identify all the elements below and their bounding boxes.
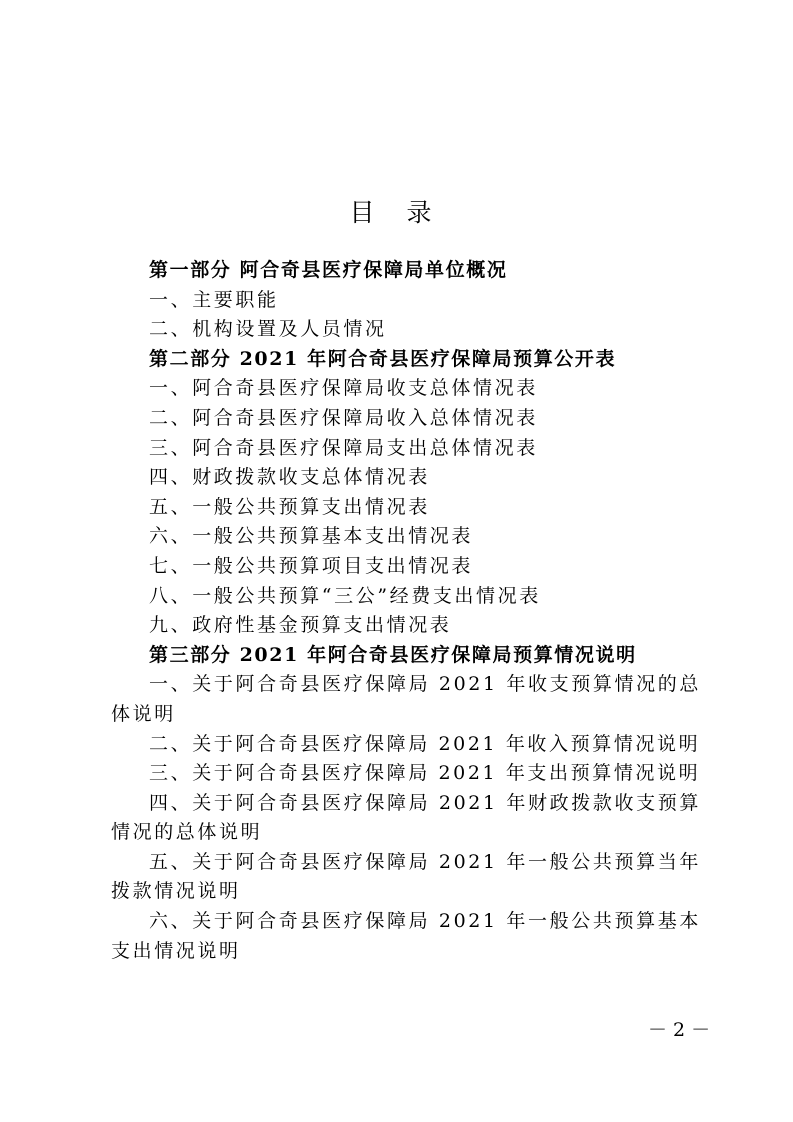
toc-item: 二、关于阿合奇县医疗保障局 2021 年收入预算情况说明: [149, 732, 701, 755]
toc-item: 二、阿合奇县医疗保障局收入总体情况表: [149, 406, 538, 429]
toc-item: 六、关于阿合奇县医疗保障局 2021 年一般公共预算基本支出情况说明: [111, 910, 701, 962]
toc-item: 八、一般公共预算“三公”经费支出情况表: [149, 584, 541, 607]
toc-item: 四、关于阿合奇县医疗保障局 2021 年财政拨款收支预算情况的总体说明: [111, 791, 701, 844]
toc-item: 六、一般公共预算基本支出情况表: [149, 525, 474, 548]
toc-item: 一、阿合奇县医疗保障局收支总体情况表: [149, 377, 538, 400]
toc-part-2-heading: 第二部分 2021 年阿合奇县医疗保障局预算公开表: [149, 347, 617, 370]
page-title: 目 录: [349, 198, 444, 227]
toc-item: 二、机构设置及人员情况: [149, 318, 387, 341]
toc-item: 四、财政拨款收支总体情况表: [149, 466, 430, 489]
toc-item: 五、关于阿合奇县医疗保障局 2021 年一般公共预算当年拨款情况说明: [111, 850, 701, 903]
toc-item: 三、关于阿合奇县医疗保障局 2021 年支出预算情况说明: [149, 762, 701, 785]
toc-item: 一、关于阿合奇县医疗保障局 2021 年收支预算情况的总体说明: [111, 673, 701, 725]
toc-item: 五、一般公共预算支出情况表: [149, 495, 430, 518]
toc-item: 七、一般公共预算项目支出情况表: [149, 554, 474, 577]
toc-item: 三、阿合奇县医疗保障局支出总体情况表: [149, 436, 538, 459]
toc-part-1-heading: 第一部分 阿合奇县医疗保障局单位概况: [149, 259, 508, 281]
table-of-contents: [111, 256, 701, 966]
page-number: － 2 －: [648, 1019, 711, 1041]
toc-item: 一、主要职能: [149, 288, 279, 311]
toc-item: 九、政府性基金预算支出情况表: [149, 614, 452, 637]
toc-part-3-heading: 第三部分 2021 年阿合奇县医疗保障局预算情况说明: [149, 643, 637, 666]
